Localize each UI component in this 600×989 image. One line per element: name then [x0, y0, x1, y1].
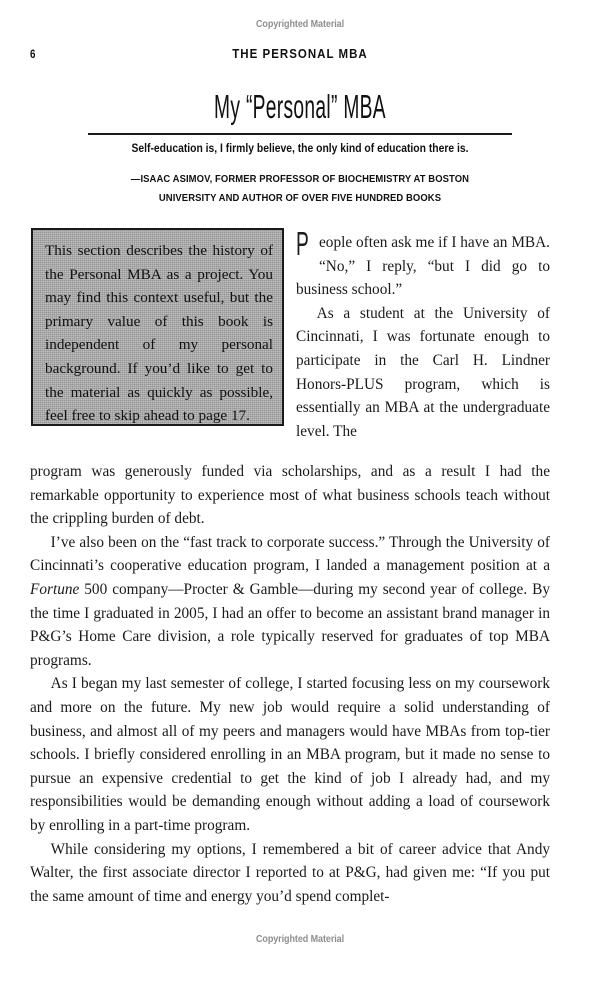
body-paragraph-1 — [296, 225, 550, 302]
drop-cap-letter: P — [296, 225, 309, 262]
body-paragraph-2-right: As a student at the University of Cincinnati, I was fortunate enough to participate in the Carl H. Lindner Honors-PLUS program, which is essentially an MBA at the undergraduate level. The — [296, 304, 550, 440]
chapter-title: My “Personal” MBA — [214, 89, 386, 126]
sidebar-note-box — [31, 228, 284, 426]
body-paragraph-3 — [30, 531, 550, 673]
epigraph-attribution-line-1: —ISAAC ASIMOV, FORMER PROFESSOR OF BIOCHEMISTRY AT BOSTON — [130, 173, 470, 185]
body-column-full — [30, 460, 550, 908]
title-divider-rule — [88, 133, 512, 135]
body-paragraph-4: As I began my last semester of college, I started focusing less on my coursework and more on the future. My new job would require a solid understanding of business, and almost all of my peers and managers would have MBAs from top-tier schools. I briefly considered enrolling in an MBA program, but it made no sense to pursue an expensive credential to get the kind of job I already had, and my responsibilities would be demanding enough without adding a load of coursework by enrolling in a part-time program. — [30, 675, 550, 834]
epigraph-attribution-line-2: UNIVERSITY AND AUTHOR OF OVER FIVE HUNDRED BOOKS — [158, 192, 442, 204]
body-paragraph-2-continuation: program was generously funded via scholarships, and as a result I had the remarkable opportunity to experience most of what business schools teach without the crippling burden of debt. — [30, 463, 550, 528]
epigraph-quote: Self-education is, I firmly believe, the only kind of education there is. — [131, 143, 469, 155]
sidebar-note-text: This section describes the history of the Personal MBA as a project. You may find this context useful, but the primary value of this book is independent of my personal background. If you’d like to get to the material as quickly as possible, feel free to skip ahead to page 17. — [45, 242, 273, 425]
copyright-notice-top: Copyrighted Material — [255, 18, 345, 30]
body-paragraph-1-text: eople often ask me if I have an MBA. “No,” I reply, “but I did go to business school.” — [296, 234, 550, 299]
body-column-right — [296, 225, 550, 443]
body-paragraph-3-part-b: 500 company—Procter & Gamble—during my second year of college. By the time I graduated in 2005, I had an offer to become an assistant brand manager in P&G’s Home Care division, a role typically reserved for graduates of top MBA programs. — [30, 580, 550, 669]
body-paragraph-3-part-a: I’ve also been on the “fast track to corporate success.” Through the University of Cincinnati’s cooperative education program, I landed a management position at a — [30, 533, 550, 575]
copyright-notice-bottom: Copyrighted Material — [255, 933, 345, 945]
running-head: THE PERSONAL MBA — [232, 47, 368, 61]
body-paragraph-5: While considering my options, I remembered a bit of career advice that Andy Walter, the first associate director I reported to at P&G, had given me: “If you put the same amount of time and energy you’d spend complet- — [30, 840, 550, 905]
page-number: 6 — [30, 47, 36, 61]
epigraph-attribution — [30, 170, 570, 208]
fortune-italic: Fortune — [30, 580, 80, 598]
